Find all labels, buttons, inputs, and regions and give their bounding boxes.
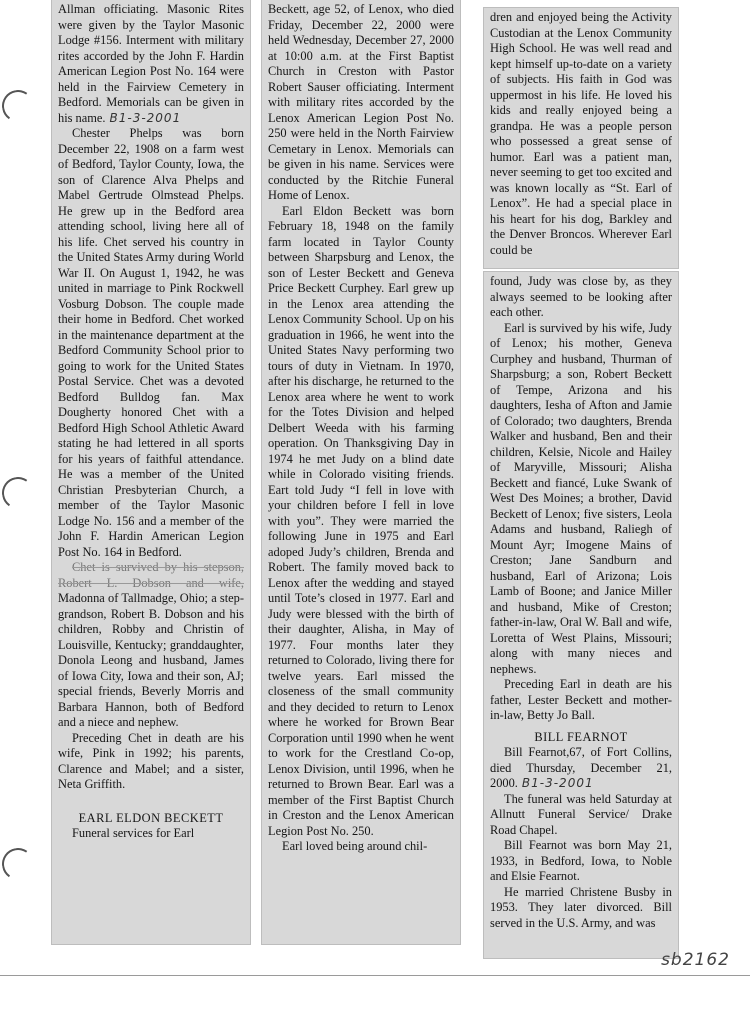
col1-paragraph-5: Funeral services for Earl <box>72 826 195 840</box>
col3-paragraph-7: He married Christene Busby in 1953. They later divorced. Bill served in the U.S. Army, and was <box>490 884 672 930</box>
binder-hole-middle <box>0 474 37 511</box>
handwritten-date-2: B1-3-2001 <box>521 776 594 790</box>
page-bottom-edge <box>0 975 750 976</box>
col3-top-paragraph: dren and enjoyed being the Activity Custodian at the Lenox Community High School. He was well read and kept himself up-to-date on a variety of subjects. His faith in God was uppermost in his life. He loved his kids and really enjoyed being a grandpa. He was a people person who possessed a great sense of humor. Earl was a patient man, never seeming to get too excited and was known locally as “St. Earl of Lenox”. He had a special place in his heart for his dog, Barkley and the Denver Broncos. Wherever Earl could be <box>490 10 672 257</box>
col3-paragraph-4: Bill Fearnot,67, of Fort Collins, died Thursday, December 21, 2000. <box>490 745 672 790</box>
obituary-heading-fearnot: BILL FEARNOT <box>534 729 628 744</box>
binder-hole-bottom <box>0 845 37 882</box>
col1-paragraph-4: Preceding Chet in death are his wife, Pink in 1992; his parents, Clarence and Mabel; and a sister, Neta Griffith. <box>58 730 244 791</box>
clipping-column-3-bottom <box>484 272 678 958</box>
archive-number: sb2162 <box>661 950 730 970</box>
clipping-column-1 <box>52 0 250 944</box>
col3-paragraph-1: found, Judy was close by, as they always seemed to be looking after each other. <box>490 274 672 319</box>
col1-faded-line: Chet is survived by his stepson, Robert L. Dobson and wife, <box>58 560 244 590</box>
col1-paragraph-3: Madonna of Tallmadge, Ohio; a step-grandson, Robert B. Dobson and his children, Robby and Christin of Louisville, Kentucky; granddaughter, Donola Leong and husband, James of Iowa City, Iowa and their son, AJ; special friends, Beverly Morris and Barbara Hannon, both of Bedford and a niece and nephew. <box>58 591 244 729</box>
col1-paragraph-1: Allman officiating. Masonic Rites were given by the Taylor Masonic Lodge #156. Interment with military rites accorded by the John F. Hardin American Legion Post No. 164 were held in the Fairview Cemetery in Bedford. Memorials can be given in his name. <box>58 2 244 125</box>
col3-paragraph-2: Earl is survived by his wife, Judy of Lenox; his mother, Geneva Curphey and husband, Thurman of Sharpsburg; a son, Robert Beckett of Tempe, Arizona and his daughters, Iesha of Afton and Jamie of Colorado; two daughters, Brenda Walker and husband, Ben and their children, Kelsie, Nicole and Hailey of Maryville, Missouri; Alisha Beckett and fiancé, Luke Swank of West Des Moines; a brother, David Beckett of Lenox; five sisters, Leola Adams and husband, Raliegh of Mount Ayr; Imogene Mains of Creston; Jane Sandburn and husband, Earl of Arizona; Lois Lamb of Boone; and Janice Miller and husband, Mike of Creston; father-in-law, Oral W. Ball and wife, Loretta of West Plains, Missouri; along with many nieces and nephews. <box>490 320 672 676</box>
handwritten-date: B1-3-2001 <box>109 110 182 125</box>
col2-paragraph-1: Beckett, age 52, of Lenox, who died Friday, December 22, 2000 were held Wednesday, December 27, 2000 at 10:00 a.m. at the First Baptist Church in Creston with Pastor Robert Sauser officiating. Interment with military rites accorded by the Lenox American Legion Post No. 250 were held in the North Fairview Cemetary in Lenox. Memorials can be given in his name. Services were conducted by the Ritchie Funeral Home of Lenox. <box>268 2 454 202</box>
col1-paragraph-2: Chester Phelps was born December 22, 1908 on a farm west of Bedford, Taylor County, Iowa, the son of Clarence Alva Phelps and Mabel Gertrude Olmstead Phelps. He grew up in the Bedford area attending school, living here all of his life. Chet served his country in the United States Army during World War II. On August 1, 1942, he was united in marriage to Pink Rockwell Vosburg Dobson. The couple made their home in Bedford. Chet worked in the maintenance department at the Bedford Community School prior to going to work for the United States Postal Service. Chet was a devoted Bedford Bulldog fan. Max Dougherty honored Chet with a Bedford High School Athletic Award stating he had lettered in all sports for his years of faithful attendance. He was a member of the United Christian Presbyterian Church, a member of the Taylor Masonic Lodge No. 156 and a member of the John F. Hardin American Legion Post No. 164 in Bedford. <box>58 126 244 559</box>
col3-paragraph-3: Preceding Earl in death are his father, Lester Beckett and mother-in-law, Betty Jo Ball. <box>490 677 672 722</box>
binder-hole-top <box>0 87 37 124</box>
col2-paragraph-2: Earl Eldon Beckett was born February 18, 1948 on the family farm located in Taylor County between Sharpsburg and Lenox, the son of Lester Beckett and Geneva Price Beckett Curphey. Earl grew up in the Lenox area attending the Lenox Community School. Up on his graduation in 1966, he went into the United States Navy performing two tours of duty in Vietnam. In 1970, after his discharge, he returned to the Lenox area where he went to work for the Totes Division and helped Delbert Weeda with his farming operation. On Thanksgiving Day in 1974 he met Judy on a blind date while in Colorado visiting friends. Eart told Judy “I fell in love with your children before I fell in love with you”. They were married the following June in 1975 and Earl adoped Judy’s children, Brenda and Robert. The family moved back to Lenox after the wedding and stayed until Tote’s closed in 1977. Earl and Judy were blessed with the birth of their daughter, Alisha, in May of 1977. Four months later they returned to Colorado, living there for twelve years. Earl missed the closeness of the small community and they decided to return to Lenox where he worked for Brown Bear Corporation until 1990 when he went to work for the Crestland Co-op, Lenox Division, until 1996, when he returned to Brown Bear. Earl was a member of the First Baptist Church in Creston and the Lenox American Legion Post No. 250. <box>268 203 454 838</box>
col2-paragraph-3: Earl loved being around chil- <box>282 839 428 853</box>
col3-paragraph-6: Bill Fearnot was born May 21, 1933, in Bedford, Iowa, to Noble and Elsie Fearnot. <box>490 838 672 883</box>
obituary-heading-beckett: EARL ELDON BECKETT <box>78 810 224 825</box>
clipping-column-3-top <box>484 8 678 268</box>
clipping-column-2 <box>262 0 460 944</box>
col3-paragraph-5: The funeral was held Saturday at Allnutt Funeral Service/ Drake Road Chapel. <box>490 791 672 837</box>
